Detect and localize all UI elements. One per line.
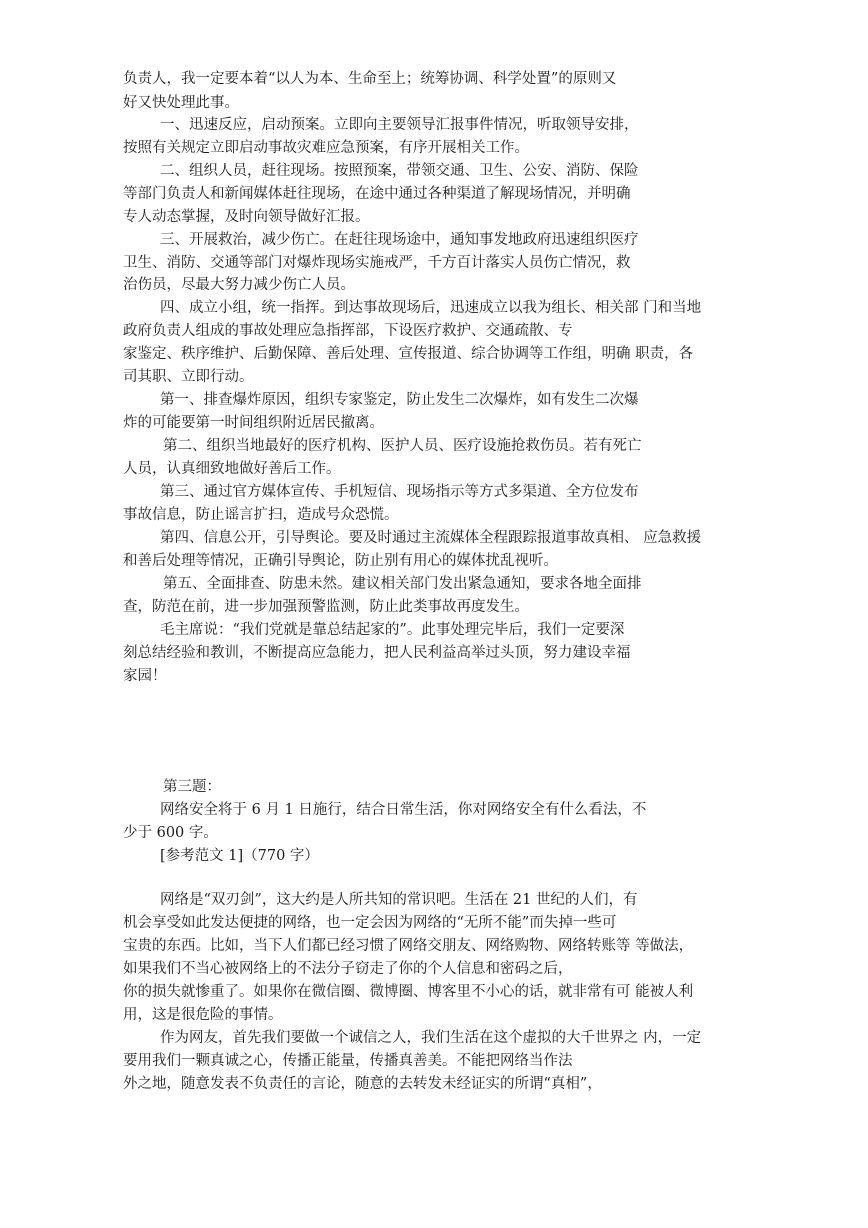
text-line: 人员，认真细致地做好善后工作。 [123, 461, 341, 477]
text-line: 专人动态掌握，及时向领导做好汇报。 [123, 209, 370, 225]
question-heading: 第三题： [163, 779, 221, 795]
essay-line: 你的损失就惨重了。如果你在微信圈、微博圈、博客里不小心的话，就非常有可 能被人利 [123, 984, 694, 1000]
text-line: 事故信息，防止谣言扩扫，造成号众恐慌。 [123, 507, 399, 523]
text-line: 司其职、立即行动。 [123, 369, 254, 385]
text-line: 家园！ [123, 668, 167, 684]
text-line: 好又快处理此事。 [123, 95, 239, 111]
text-line: 四、成立小组，统一指挥。到达事故现场后，迅速成立以我为组长、相关部 门和当地 [160, 300, 702, 316]
question-prompt-line: 少于 600 字。 [123, 825, 218, 841]
essay-line: 外之地，随意发表不负责任的言论，随意的去转发未经证实的所谓“真相”， [123, 1076, 602, 1092]
text-line: 毛主席说：“我们党就是靠总结起家的”。此事处理完毕后，我们一定要深 [160, 622, 625, 638]
text-line: 三、开展救治，减少伤亡。在赶往现场途中，通知事发地政府迅速组织医疗 [160, 232, 639, 248]
text-line: 第四、信息公开，引导舆论。要及时通过主流媒体全程跟踪报道事故真相、 应急救援 [160, 530, 702, 546]
essay-line: 如果我们不当心被网络上的不法分子窃走了你的个人信息和密码之后， [123, 961, 573, 977]
text-line: 治伤员，尽最大努力减少伤亡人员。 [123, 277, 355, 293]
essay-line: 宝贵的东西。比如，当下人们都已经习惯了网络交朋友、网络购物、网络转账等 等做法， [123, 938, 694, 954]
text-line: 第三、通过官方媒体宣传、手机短信、现场指示等方式多渠道、全方位发布 [160, 484, 639, 500]
question-prompt-line: 网络安全将于 6 月 1 日施行，结合日常生活，你对网络安全有什么看法，不 [160, 802, 647, 818]
text-line: 第二、组织当地最好的医疗机构、医护人员、医疗设施抢救伤员。若有死亡 [163, 438, 642, 454]
text-line: 等部门负责人和新闻媒体赶往现场，在途中通过各种渠道了解现场情况，并明确 [123, 186, 631, 202]
text-line: 政府负责人组成的事故处理应急指挥部，下设医疗救护、交通疏散、专 [123, 323, 573, 339]
text-line: 第五、全面排查、防患未然。建议相关部门发出紧急通知，要求各地全面排 [163, 576, 642, 592]
text-line: 卫生、消防、交通等部门对爆炸现场实施戒严，千方百计落实人员伤亡情况，救 [123, 255, 631, 271]
essay-line: 用，这是很危险的事情。 [123, 1007, 283, 1023]
text-line: 家鉴定、秩序维护、后勤保障、善后处理、宣传报道、综合协调等工作组，明确 职责，各 [123, 346, 694, 362]
text-line: 负责人，我一定要本着“以人为本、生命至上；统筹协调、科学处置”的原则又 [123, 71, 617, 87]
reference-label: [参考范文 1]（770 字） [160, 848, 319, 864]
text-line: 按照有关规定立即启动事故灾难应急预案，有序开展相关工作。 [123, 140, 529, 156]
text-line: 和善后处理等情况，正确引导舆论，防止别有用心的媒体扰乱视听。 [123, 553, 558, 569]
essay-line: 要用我们一颗真诚之心，传播正能量，传播真善美。不能把网络当作法 [123, 1053, 573, 1069]
text-line: 查，防范在前，进一步加强预警监测，防止此类事故再度发生。 [123, 599, 529, 615]
text-line: 炸的可能要第一时间组织附近居民撤离。 [123, 415, 384, 431]
text-line: 一、迅速反应，启动预案。立即向主要领导汇报事件情况，听取领导安排， [160, 117, 639, 133]
text-line: 刻总结经验和教训，不断提高应急能力，把人民利益高举过头顶，努力建设幸福 [123, 645, 631, 661]
essay-line: 作为网友，首先我们要做一个诚信之人，我们生活在这个虚拟的大千世界之 内，一定 [160, 1030, 702, 1046]
essay-line: 网络是“双刃剑”，这大约是人所共知的常识吧。生活在 21 世纪的人们，有 [160, 892, 638, 908]
text-line: 第一、排查爆炸原因，组织专家鉴定，防止发生二次爆炸，如有发生二次爆 [160, 392, 639, 408]
essay-line: 机会享受如此发达便捷的网络，也一定会因为网络的“无所不能”而失掉一些可 [123, 915, 617, 931]
text-line: 二、组织人员，赶往现场。按照预案，带领交通、卫生、公安、消防、保险 [160, 163, 639, 179]
